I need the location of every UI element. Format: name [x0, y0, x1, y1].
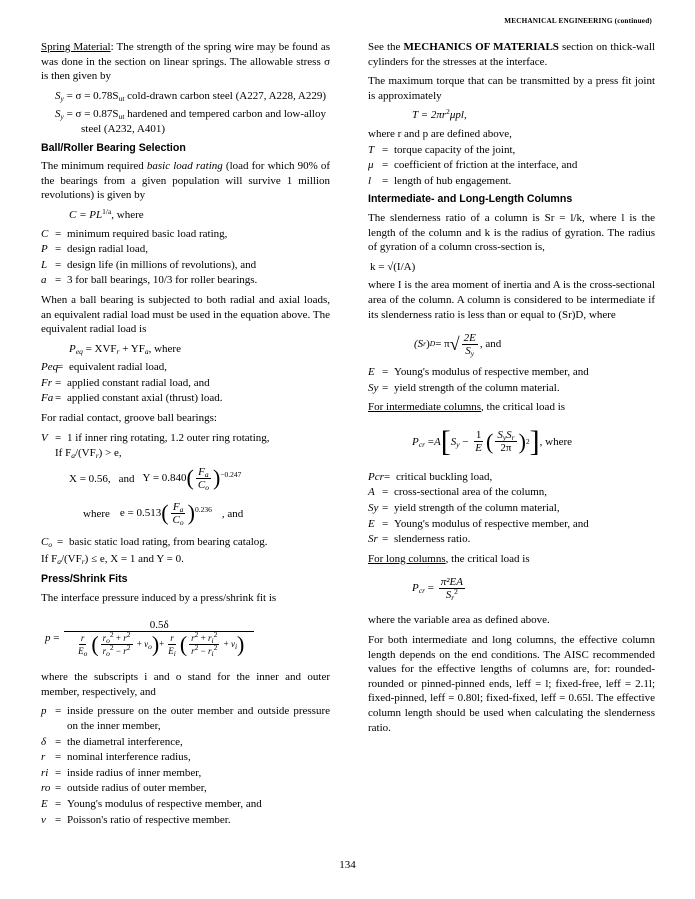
if-condition-2: If $F_a/(VF_r) \le e$, X = 1 and Y = 0. — [41, 553, 184, 567]
v-definition: V = 1 if inner ring rotating, 1.2 outer ring rotating, — [41, 431, 270, 444]
srd-equation: (S r ) D = π √ $\frac{2E}{S_y}$ , and — [414, 331, 502, 358]
definition-row: E = Young's modulus of respective member, and — [368, 366, 589, 379]
peq-equation: $P_{eq} = XVF_r + YF_a$, where — [69, 342, 181, 356]
pressure-equation: p = 0.5δ $\frac{r}{E_o}$ ( $\frac{r_o^2 + r^2}{r_o^2 - r^2}$ + $v_o)+$ $\frac{r}{E_i}$ ( $\frac{r^2 + r_i^2}{r^2 - r_i^2}$ + $v_i$) — [45, 610, 330, 666]
left-column — [41, 40, 330, 828]
definition-row: v = Poisson's ratio of respective member. — [41, 813, 231, 826]
long-paragraph: For long columns, the critical load is — [368, 552, 530, 565]
gyration-equation: k = √(I/A) — [370, 260, 416, 273]
peq-definitions — [41, 360, 330, 406]
definition-row: Fr = applied constant radial load, and — [41, 376, 210, 389]
torque-where: where r and p are defined above, — [368, 127, 512, 140]
area-paragraph: where I is the area moment of inertia and A is the cross-sectional area of the column. A column is considered to be intermediate if its slenderness ratio is less than or equal to (Sr)D, where — [368, 279, 655, 321]
page-number: 134 — [339, 859, 356, 871]
torque-definitions — [368, 143, 655, 189]
radial-contact: For radial contact, groove ball bearings: — [41, 412, 217, 425]
intermediate-paragraph: For intermediate columns, the critical load is — [368, 401, 566, 414]
definition-row: r = nominal interference radius, — [41, 751, 191, 764]
definition-row: p = inside pressure on the outer member and outside pressure on the inner member, — [41, 705, 330, 732]
see-paragraph: See the MECHANICS OF MATERIALS section on thick-wall cylinders for the stresses at the interface. — [368, 41, 655, 68]
definition-row: P = design radial load, — [41, 243, 148, 256]
definition-row: Peq = equivalent radial load, — [41, 361, 168, 374]
sy2-rest: = σ = 0.87S — [66, 108, 119, 121]
press-definitions — [41, 704, 330, 827]
sy1-desc: cold-drawn carbon steel (A227, A228, A229) — [124, 89, 327, 102]
variable-area: where the variable area as defined above. — [368, 614, 550, 627]
definition-row: E = Young's modulus of respective member, and — [368, 517, 589, 530]
pcr-definitions — [368, 470, 655, 547]
definition-row: Sr = slenderness ratio. — [368, 533, 471, 546]
equivalent-load-paragraph: When a ball bearing is subjected to both radial and axial loads, an equivalent radial load must be used in the equation above. The equivalent radial load is — [41, 293, 330, 336]
sy-equation-1: $S_y = \sigma = 0.78S_{ut}$ cold-drawn carbon steel (A227, A228, A229) — [55, 89, 327, 103]
sy1-rest: = σ = 0.78S — [66, 89, 119, 102]
if-condition: If $F_a/(VF_r) > e$, — [55, 447, 122, 461]
slenderness-paragraph: The slenderness ratio of a column is Sr = l/k, where l is the length of the column and k is the radius of gyration. The radius of gyration of a column cross-section is, — [368, 211, 655, 254]
press-intro: The interface pressure induced by a press/shrink fit is — [41, 591, 277, 604]
definition-row: Sy = yield strength of the column material. — [368, 381, 560, 394]
e-equation: where e = 0.513( $\frac{F_a}{C_o}$ )$^{0.236}$ , and — [83, 500, 244, 528]
xy-equation: X = 0.56, and Y = 0.840( $\frac{F_a}{C_o}$ )$^{-0.247}$ — [69, 465, 242, 493]
definition-row: C = minimum required basic load rating, — [41, 227, 228, 240]
spring-paragraph — [41, 40, 330, 84]
basic-load-equation: $C = PL^{1/a}$, where — [69, 206, 144, 221]
bearing-definitions — [41, 227, 330, 288]
srd-definitions — [368, 365, 655, 395]
right-column — [368, 40, 655, 740]
definition-row: Fa = applied constant axial (thrust) load. — [41, 392, 223, 405]
torque-intro: The maximum torque that can be transmitted by a press fit joint is approximately — [368, 75, 655, 102]
definition-row: a = 3 for ball bearings, 10/3 for roller bearings. — [41, 274, 258, 287]
sy-symbol: S — [55, 89, 61, 102]
definition-row: ro = outside radius of outer member, — [41, 782, 207, 795]
definition-row: δ = the diametral interference, — [41, 735, 183, 748]
definition-row: A = cross-sectional area of the column, — [368, 486, 548, 499]
bearing-intro: The minimum required basic load rating (load for which 90% of the bearings from a given population will survive 1 million revolutions) is given by — [41, 160, 331, 202]
press-heading: Press/Shrink Fits — [41, 573, 128, 586]
definition-row: Pcr = critical buckling load, — [368, 470, 493, 483]
definition-row: E = Young's modulus of respective member, and — [41, 797, 262, 810]
pcr-long-equation: $P_{cr}$ = $\frac{\text{π²EA}}{S_r^2}$ — [412, 575, 463, 602]
effective-length-paragraph: For both intermediate and long columns, the effective column length depends on the end conditions. The AISC recommended values for the effective lengths of columns are, for: rounded-rounded or pinned-pinned ends, leff = l; fixed-free, leff = 2.1l; fixed-pinned, leff = 0.80l; fixed-fixed, leff = 0.65l. The effective column length should be used when calculating the slenderness ratio. — [368, 634, 655, 734]
definition-row: T = torque capacity of the joint, — [368, 143, 516, 156]
definition-row: l = length of hub engagement. — [368, 174, 512, 187]
pcr-intermediate-equation: $P_{cr}$ = A [ $S_y$ − $\frac{1}{E}$ ( $\frac{S_yS_r}{2\pi}$ ) 2 ] , where — [412, 424, 573, 458]
subscripts-paragraph: where the subscripts i and o stand for the inner and outer member, respectively, and — [41, 671, 330, 698]
definition-row: ri = inside radius of inner member, — [41, 766, 202, 779]
torque-equation: $T = 2\pi r^2\mu pl$, — [412, 107, 467, 122]
definition-row: μ = coefficient of friction at the interface, and — [368, 159, 578, 172]
columns-heading: Intermediate- and Long-Length Columns — [368, 193, 573, 206]
sy-equation-2: $S_y = \sigma = 0.87S_{ut}$ hardened and tempered carbon and low-alloy steel (A232, A401) — [55, 108, 326, 135]
sy2-desc: hardened and tempered carbon and low-alloy steel (A232, A401) — [81, 108, 326, 135]
definition-row: L = design life (in millions of revolutions), and — [41, 258, 257, 271]
sy1-sub: ut — [118, 93, 125, 103]
running-header: MECHANICAL ENGINEERING (continued) — [504, 17, 652, 25]
spring-label: Spring Material — [41, 41, 111, 53]
definition-row: Sy = yield strength of the column material, — [368, 502, 560, 515]
co-definition: $C_o$ = basic static load rating, from bearing catalog. — [41, 535, 268, 549]
bearing-heading: Ball/Roller Bearing Selection — [41, 141, 186, 154]
spring-intro: : The strength of the spring wire may be found as was done in the section on linear springs. The allowable stress σ is then given by — [41, 41, 330, 83]
